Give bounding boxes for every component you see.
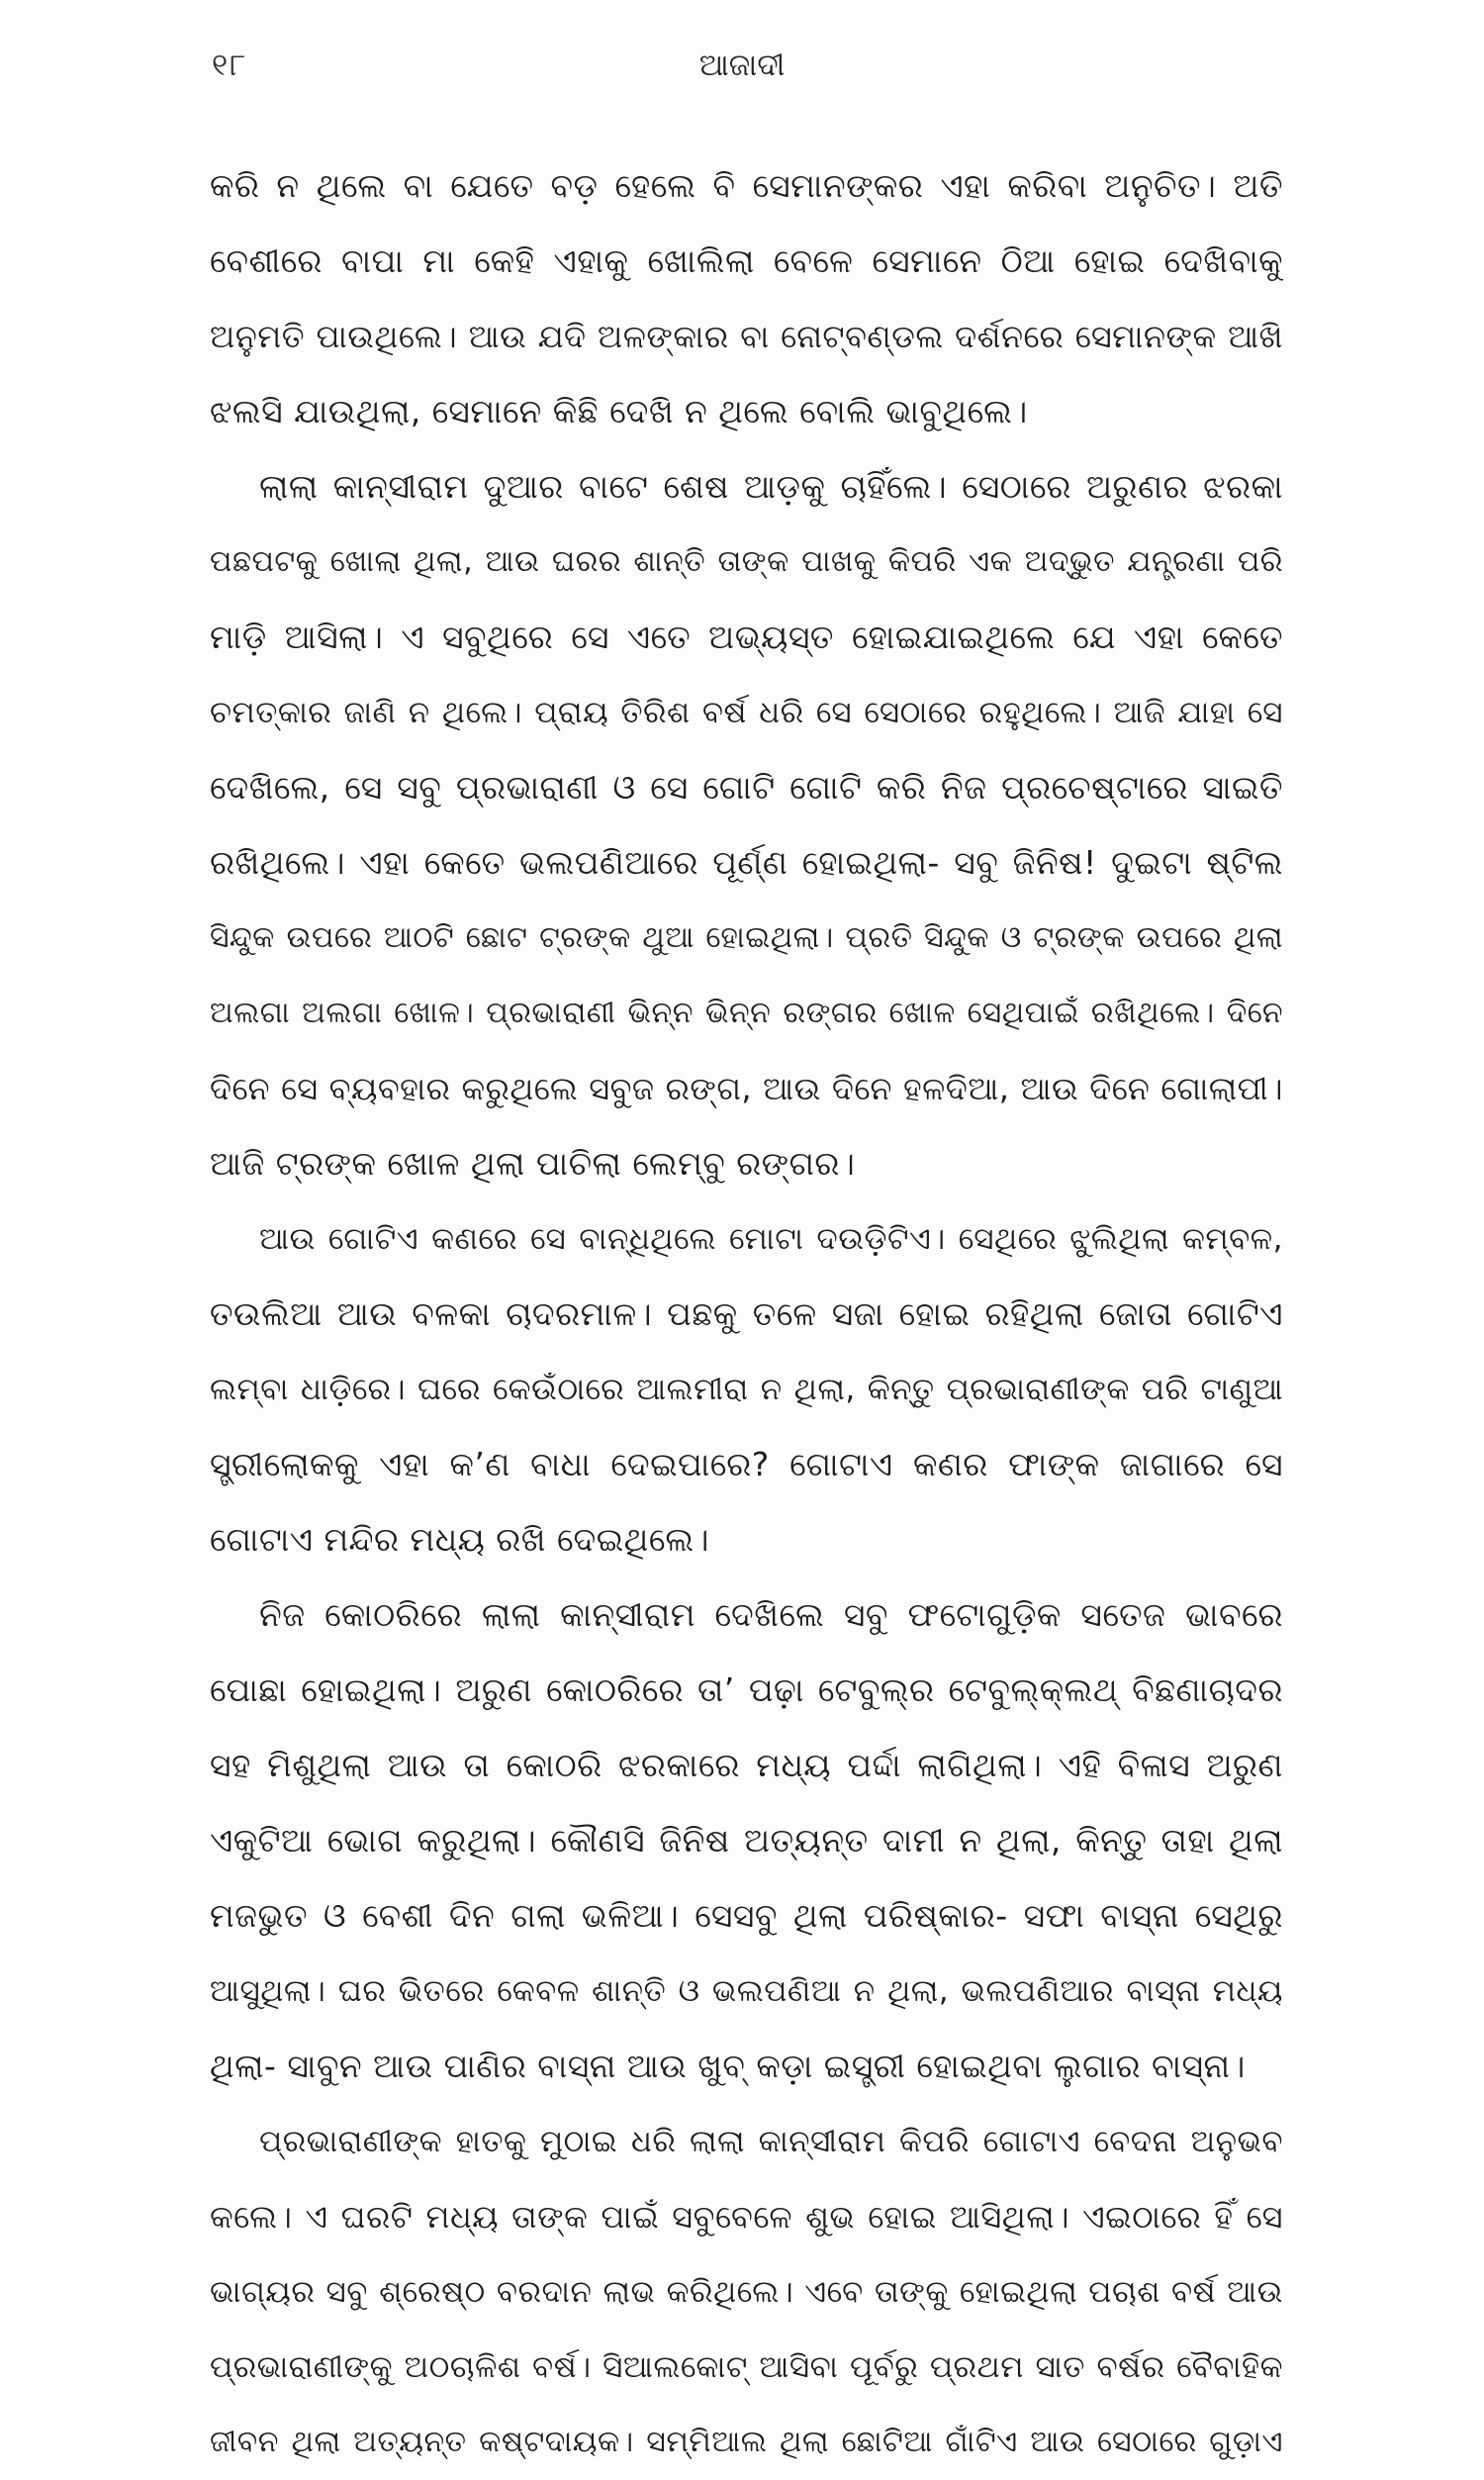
text-line: କରି ନ ଥିଲେ ବା ଯେତେ ବଡ଼ ହେଲେ ବି ସେମାନଙ୍କର ଏହା କରିବା ଅନୁଚିତ। ଅତି: [210, 166, 1283, 205]
text-line: ମାଡ଼ି ଆସିଲା। ଏ ସବୁଥିରେ ସେ ଏତେ ଅଭ୍ୟସ୍ତ ହୋଇଯାଇଥିଲେ ଯେ ଏହା କେତେ: [210, 618, 1283, 656]
text-line: ତଉଲିଆ ଆଉ ବଳକା ଚାଦରମାଳ। ପଛକୁ ତଳେ ସଜା ହୋଇ ରହିଥିଲା ଜୋତା ଗୋଟିଏ: [210, 1294, 1283, 1333]
text-line: ପଛପଟକୁ ଖୋଲା ଥିଲା, ଆଉ ଘରର ଶାନ୍ତି ତାଙ୍କ ପାଖକୁ କିପରି ଏକ ଅଦ୍ଭୁତ ଯନ୍ତ୍ରଣା ପରି: [210, 544, 1283, 579]
text-line: ଭାଗ୍ୟର ସବୁ ଶ୍ରେଷ୍ଠ ବରଦାନ ଲାଭ କରିଥିଲେ। ଏବେ ତାଙ୍କୁ ହୋଇଥିଲା ପଚାଶ ବର୍ଷ ଆଉ: [210, 2274, 1283, 2310]
text-line: ଅନୁମତି ପାଉଥିଲେ। ଆଉ ଯଦି ଅଳଙ୍କାର ବା ନୋଟ୍‌ବଣ୍ଡଲ ଦର୍ଶନରେ ସେମାନଙ୍କ ଆଖି: [210, 318, 1283, 355]
text-line: ଦିନେ ସେ ବ୍ୟବହାର କରୁଥିଲେ ସବୁଜ ରଙ୍ଗ, ଆଉ ଦିନେ ହଳଦିଆ, ଆଉ ଦିନେ ଗୋଲାପୀ।: [210, 1070, 1283, 1107]
text-line: ସିନ୍ଦୁକ ଉପରେ ଆଠଟି ଛୋଟ ଟ୍ରଙ୍କ ଥୁଆ ହୋଇଥିଲା। ପ୍ରତି ସିନ୍ଦୁକ ଓ ଟ୍ରଙ୍କ ଉପରେ ଥିଲା: [210, 920, 1283, 955]
text-line: ମଜଭୁତ ଓ ବେଶୀ ଦିନ ଗଲା ଭଳିଆ। ସେସବୁ ଥିଲା ପରିଷ୍କାର- ସଫା ବାସ୍ନା ସେଥିରୁ: [210, 1896, 1283, 1935]
body-text: [210, 148, 1283, 2480]
running-header: [0, 48, 1484, 97]
text-line: ଅଲଗା ଅଲଗା ଖୋଳ। ପ୍ରଭାରାଣୀ ଭିନ୍ନ ଭିନ୍ନ ରଙ୍ଗର ଖୋଳ ସେଥିପାଇଁ ରଖିଥିଲେ। ଦିନେ: [210, 996, 1283, 1030]
text-line: ପୋଛା ହୋଇଥିଲା। ଅରୁଣ କୋଠରିରେ ତା’ ପଢ଼ା ଟେବୁଲ୍‌ର ଟେବୁଲ୍‌କ୍ଲଥ୍ ବିଛଣାଚାଦର: [210, 1670, 1283, 1709]
text-line: ଆସୁଥିଲା। ଘର ଭିତରେ କେବଳ ଶାନ୍ତି ଓ ଭଲପଣିଆ ନ ଥିଲା, ଭଲପଣିଆର ବାସ୍ନା ମଧ୍ୟ: [210, 1973, 1283, 2009]
text-line: ଚମତ୍କାର ଜାଣି ନ ଥିଲେ। ପ୍ରାୟ ତିରିଶ ବର୍ଷ ଧରି ସେ ସେଠାରେ ରହୁଥିଲେ। ଆଜି ଯାହା ସେ: [210, 695, 1283, 730]
text-line: ପ୍ରଭାରାଣୀଙ୍କ ହାତକୁ ମୁଠାଇ ଧରି ଲାଲା କାନ୍‌ସୀରାମ କିପରି ଗୋଟାଏ ବେଦନା ଅନୁଭବ: [259, 2124, 1283, 2159]
text-line: ଲମ୍ବା ଧାଡ଼ିରେ। ଘରେ କେଉଁଠାରେ ଆଲମୀରା ନ ଥିଲା, କିନ୍ତୁ ପ୍ରଭାରାଣୀଙ୍କ ପରି ଟାଣୁଆ: [210, 1372, 1283, 1407]
text-line: ପ୍ରଭାରାଣୀଙ୍କୁ ଅଠଚାଳିଶ ବର୍ଷ। ସିଆଲକୋଟ୍ ଆସିବା ପୂର୍ବରୁ ପ୍ରଥମ ସାତ ବର୍ଷର ବୈବାହିକ: [210, 2349, 1283, 2385]
text-line: ନିଜ କୋଠରିରେ ଲାଲା କାନ୍‌ସୀରାମ ଦେଖିଲେ ସବୁ ଫଟୋଗୁଡ଼ିକ ସତେଜ ଭାବରେ: [259, 1595, 1283, 1634]
text-line: ରଖିଥିଲେ। ଏହା କେତେ ଭଲପଣିଆରେ ପୂର୍ଣ୍ଣ ହୋଇଥିଲା- ସବୁ ଜିନିଷ! ଦୁଇଟା ଷ୍ଟିଲ: [210, 843, 1283, 882]
book-title: ଆଜାଦୀ: [698, 48, 786, 83]
text-line: ଜୀବନ ଥିଲା ଅତ୍ୟନ୍ତ କଷ୍ଟଦାୟକ। ସମ୍ମିଆଲ ଥିଲା ଛୋଟିଆ ଗାଁଟିଏ ଆଉ ସେଠାରେ ଗୁଡ଼ାଏ: [210, 2425, 1283, 2459]
text-line: ଆଜି ଟ୍ରଙ୍କ ଖୋଳ ଥିଲା ପାଚିଲା ଲେମ୍ବୁ ରଙ୍ଗର।: [210, 1144, 856, 1183]
text-line: ଗୋଟାଏ ମନ୍ଦିର ମଧ୍ୟ ରଖି ଦେଇଥିଲେ।: [210, 1520, 709, 1559]
text-line: ଝଲସି ଯାଉଥିଲା, ସେମାନେ କିଛି ଦେଖି ନ ଥିଲେ ବୋଲି ଭାବୁଥିଲେ।: [210, 392, 1028, 430]
page-number: ୧୮: [212, 48, 248, 83]
text-line: ଆଉ ଗୋଟିଏ କଣରେ ସେ ବାନ୍ଧିଥିଲେ ମୋଟା ଦଉଡ଼ିଟିଏ। ସେଥିରେ ଝୁଲିଥିଲା କମ୍ବଳ,: [259, 1221, 1283, 1257]
text-line: ଏକୁଟିଆ ଭୋଗ କରୁଥିଲା। କୌଣସି ଜିନିଷ ଅତ୍ୟନ୍ତ ଦାମୀ ନ ଥିଲା, କିନ୍ତୁ ତାହା ଥିଲା: [210, 1821, 1283, 1860]
text-line: ସହ ମିଶୁଥିଲା ଆଉ ତା କୋଠରି ଝରକାରେ ମଧ୍ୟ ପର୍ଦ୍ଦା ଲାଗିଥିଲା। ଏହି ବିଳାସ ଅରୁଣ: [210, 1746, 1283, 1784]
text-line: ଥିଲା- ସାବୁନ ଆଉ ପାଣିର ବାସ୍ନା ଆଉ ଖୁବ୍ କଡ଼ା ଇସ୍ତ୍ରୀ ହୋଇଥିବା ଲୁଗାର ବାସ୍ନା।: [210, 2047, 1246, 2085]
text-line: ଦେଖିଲେ, ସେ ସବୁ ପ୍ରଭାରାଣୀ ଓ ସେ ଗୋଟି ଗୋଟି କରି ନିଜ ପ୍ରଚେଷ୍ଟାରେ ସାଇତି: [210, 768, 1283, 807]
text-line: ସ୍ତ୍ରୀଲୋକକୁ ଏହା କ’ଣ ବାଧା ଦେଇପାରେ? ଗୋଟାଏ କଣର ଫାଙ୍କ ଜାଗାରେ ସେ: [210, 1445, 1283, 1483]
text-line: କଲେ। ଏ ଘରଟି ମଧ୍ୟ ତାଙ୍କ ପାଇଁ ସବୁବେଳେ ଶୁଭ ହୋଇ ଆସିଥିଲା। ଏଇଠାରେ ହିଁ ସେ: [210, 2198, 1283, 2236]
text-line: ଲାଲା କାନ୍‌ସୀରାମ ଦୁଆର ବାଟେ ଶେଷ ଆଡ଼କୁ ଚାହିଁଲେ। ସେଠାରେ ଅରୁଣର ଝରକା: [259, 467, 1283, 506]
text-line: ବେଶୀରେ ବାପା ମା କେହି ଏହାକୁ ଖୋଲିଲା ବେଳେ ସେମାନେ ଠିଆ ହୋଇ ଦେଖିବାକୁ: [210, 241, 1283, 280]
